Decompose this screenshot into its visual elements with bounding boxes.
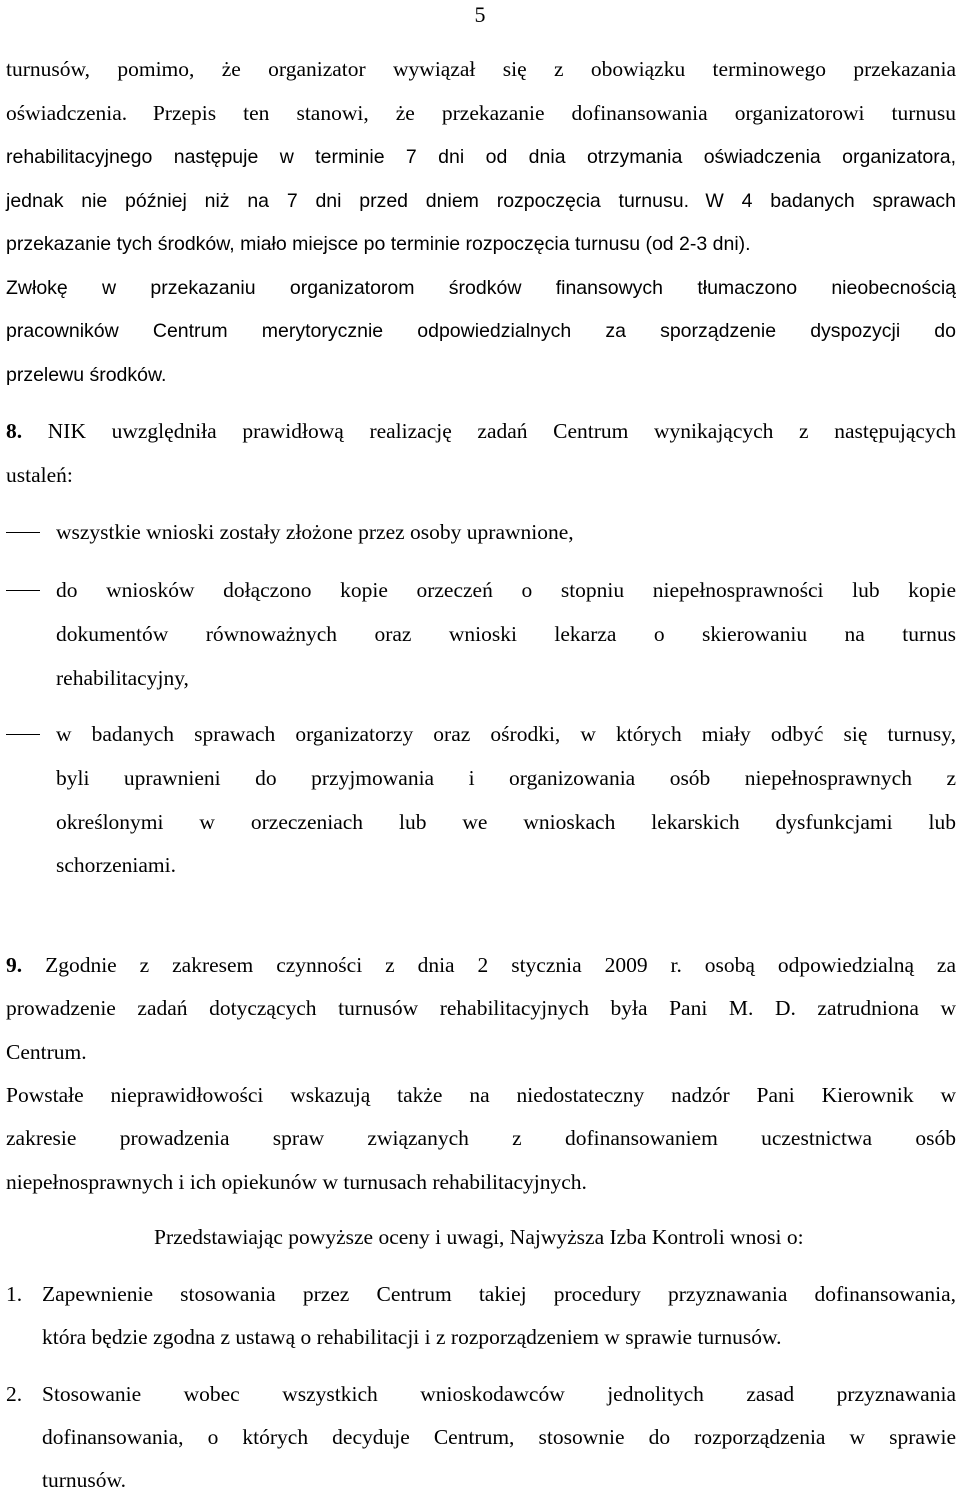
text-segment: jednak nie później niż na 7 dni przed dniem rozpoczęcia turnusu.: [6, 190, 690, 212]
text-line: turnusów, pomimo, że organizator wywiązał się z obowiązku terminowego przekazania: [6, 57, 956, 81]
text-segment: oświadczenia.: [6, 101, 128, 125]
text-line: przelewu środków.: [6, 364, 167, 386]
request-line: Stosowanie wobec wszystkich wnioskodawców jednolitych zasad przyznawania: [42, 1382, 956, 1406]
page-number: 5: [474, 2, 486, 27]
request-line: Zapewnienie stosowania przez Centrum takiej procedury przyznawania dofinansowania,: [42, 1282, 956, 1306]
bullet-line: do wniosków dołączono kopie orzeczeń o stopniu niepełnosprawności lub kopie: [56, 578, 956, 602]
text-line: [6, 179, 956, 225]
request-line: która będzie zgodna z ustawą o rehabilitacji i z rozporządzeniem w sprawie turnusów.: [42, 1325, 782, 1349]
request-line: turnusów.: [42, 1468, 127, 1492]
bullet-line: rehabilitacyjny,: [56, 666, 189, 690]
requests-intro: Przedstawiając powyższe oceny i uwagi, Najwyższa Izba Kontroli wnosi o:: [154, 1225, 804, 1249]
bullet-line: określonymi w orzeczeniach lub we wnioskach lekarskich dysfunkcjami lub: [56, 810, 956, 834]
section-number: 8.: [6, 419, 23, 443]
dash-bullet-icon: [6, 532, 40, 533]
text-segment: NIK uwzględniła prawidłową realizację zadań Centrum wynikających z następujących: [47, 419, 957, 443]
dash-bullet-icon: [6, 734, 40, 735]
bullet-line: byli uprawnieni do przyjmowania i organizowania osób niepełnosprawnych z: [56, 766, 956, 790]
text-line: Powstałe nieprawidłowości wskazują także na niedostateczny nadzór Pani Kierownik w: [6, 1083, 956, 1107]
section-number: 9.: [6, 953, 23, 977]
list-number: 2.: [6, 1382, 23, 1406]
text-line: pracowników Centrum merytorycznie odpowiedzialnych za sporządzenie dyspozycji do: [6, 320, 956, 342]
text-line: niepełnosprawnych i ich opiekunów w turnusach rehabilitacyjnych.: [6, 1170, 587, 1194]
bullet-line: dokumentów równoważnych oraz wnioski lekarza o skierowaniu na turnus: [56, 622, 956, 646]
text-line: [6, 91, 956, 138]
text-line: ustaleń:: [6, 463, 73, 487]
text-segment: Zgodnie z zakresem czynności z dnia 2 stycznia 2009 r. osobą odpowiedzialną za: [45, 953, 957, 977]
section-8-heading: [6, 409, 956, 453]
bullet-line: wszystkie wnioski zostały złożone przez osoby uprawnione,: [56, 520, 574, 544]
text-line: rehabilitacyjnego następuje w terminie 7 dni od dnia otrzymania oświadczenia organizatora,: [6, 146, 956, 168]
text-line: przekazanie tych środków, miało miejsce po terminie rozpoczęcia turnusu (od 2-3 dni).: [6, 233, 751, 255]
section-9-heading: [6, 943, 956, 987]
dash-bullet-icon: [6, 590, 40, 591]
text-segment: Przepis ten stanowi, że przekazanie dofinansowania organizatorowi turnusu: [152, 101, 956, 125]
text-line: zakresie prowadzenia spraw związanych z dofinansowaniem uczestnictwa osób: [6, 1126, 956, 1150]
text-line: Zwłokę w przekazaniu organizatorom środków finansowych tłumaczono nieobecnością: [6, 277, 956, 299]
text-line: Centrum.: [6, 1040, 87, 1064]
bullet-line: schorzeniami.: [56, 853, 176, 877]
request-line: dofinansowania, o których decyduje Centrum, stosownie do rozporządzenia w sprawie: [42, 1425, 956, 1449]
text-segment: W 4 badanych sprawach: [705, 190, 957, 212]
list-number: 1.: [6, 1282, 23, 1306]
text-line: prowadzenie zadań dotyczących turnusów rehabilitacyjnych była Pani M. D. zatrudniona w: [6, 996, 956, 1020]
bullet-line: w badanych sprawach organizatorzy oraz ośrodki, w których miały odbyć się turnusy,: [56, 722, 956, 746]
